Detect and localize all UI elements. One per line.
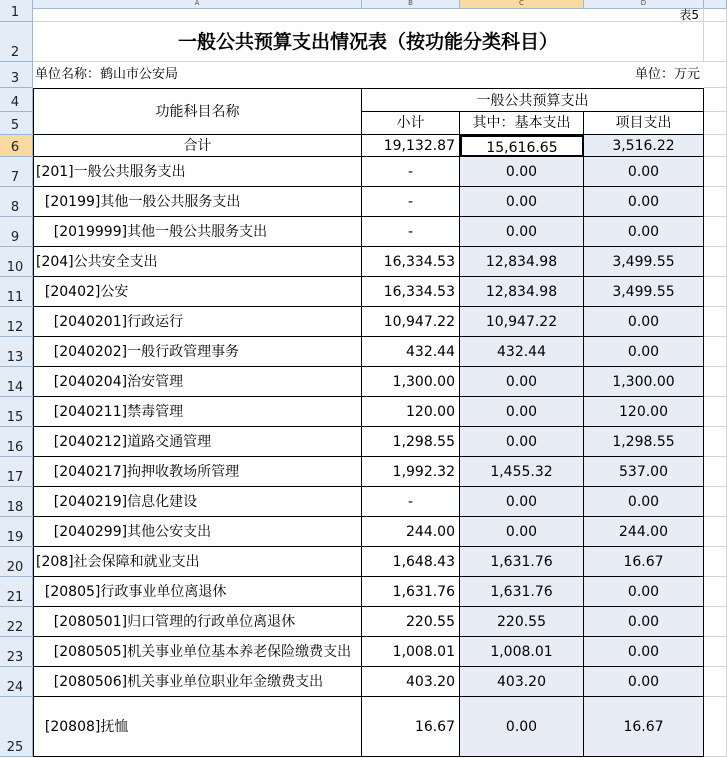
row-name-cell[interactable]: [20805]行政事业单位离退休 — [33, 577, 362, 607]
cell-e-row[interactable] — [704, 367, 727, 397]
cell-e-row[interactable] — [704, 577, 727, 607]
row-name-cell[interactable]: [2040211]禁毒管理 — [33, 397, 362, 427]
row-project-cell[interactable]: 3,516.22 — [584, 135, 704, 157]
unit-name-cell[interactable]: 单位名称：鹤山市公安局 — [35, 67, 179, 82]
cell-e-row[interactable] — [704, 697, 727, 757]
row-number: 7 — [10, 170, 20, 185]
cell-e-row[interactable] — [704, 427, 727, 457]
row-number: 3 — [10, 71, 20, 86]
row-project-cell[interactable]: 0.00 — [584, 337, 704, 367]
row-basic-cell[interactable]: 12,834.98 — [460, 277, 584, 307]
cell-e2[interactable] — [704, 22, 727, 62]
row-subtotal-cell[interactable]: 220.55 — [362, 607, 460, 637]
row-project-cell[interactable]: 16.67 — [584, 547, 704, 577]
header-project[interactable]: 项目支出 — [584, 112, 704, 135]
row-header-2[interactable] — [0, 22, 33, 62]
cell-e-row[interactable] — [704, 517, 727, 547]
table-title[interactable]: 一般公共预算支出情况表（按功能分类科目） — [33, 22, 704, 62]
row-basic-cell[interactable]: 1,631.76 — [460, 577, 584, 607]
row-basic-cell[interactable]: 0.00 — [460, 187, 584, 217]
cell-e5[interactable] — [704, 112, 727, 135]
row-project-cell[interactable]: 0.00 — [584, 307, 704, 337]
row-number: 4 — [10, 95, 20, 110]
row-subtotal-cell[interactable]: 16.67 — [362, 697, 460, 757]
row-header-5[interactable] — [0, 112, 33, 135]
cell-e-row[interactable] — [704, 667, 727, 697]
cell-e-row[interactable] — [704, 607, 727, 637]
row-number: 1 — [10, 5, 20, 20]
row-name-cell[interactable]: 合计 — [33, 135, 362, 157]
row-header-3[interactable] — [0, 62, 33, 88]
cell-e-row[interactable] — [704, 637, 727, 667]
row-name-cell[interactable]: [20402]公安 — [33, 277, 362, 307]
row-project-cell[interactable]: 0.00 — [584, 157, 704, 187]
row-header-16[interactable] — [0, 427, 33, 457]
row-header-19[interactable] — [0, 517, 33, 547]
row-number: 14 — [6, 380, 24, 395]
cell-e-row[interactable] — [704, 547, 727, 577]
cell-e4[interactable] — [704, 88, 727, 112]
row-name-cell[interactable]: [20808]抚恤 — [33, 697, 362, 757]
row-name-cell[interactable]: [2040219]信息化建设 — [33, 487, 362, 517]
row-name-cell[interactable]: [2040204]治安管理 — [33, 367, 362, 397]
row-number: 19 — [6, 530, 24, 545]
row-header-20[interactable] — [0, 547, 33, 577]
row-header-18[interactable] — [0, 487, 33, 517]
row-header-23[interactable] — [0, 637, 33, 667]
row-project-cell[interactable]: 0.00 — [584, 577, 704, 607]
row-basic-cell[interactable]: 0.00 — [460, 697, 584, 757]
row-subtotal-cell[interactable]: 1,008.01 — [362, 637, 460, 667]
row-number: 8 — [10, 200, 20, 215]
row-project-cell[interactable]: 16.67 — [584, 697, 704, 757]
row-basic-cell[interactable]: 0.00 — [460, 367, 584, 397]
row-number: 11 — [6, 290, 24, 305]
row-header-9[interactable] — [0, 217, 33, 247]
row-project-cell[interactable]: 1,300.00 — [584, 367, 704, 397]
row-project-cell[interactable]: 120.00 — [584, 397, 704, 427]
row-subtotal-cell[interactable]: 1,992.32 — [362, 457, 460, 487]
row-project-cell[interactable]: 0.00 — [584, 487, 704, 517]
row-project-cell[interactable]: 0.00 — [584, 217, 704, 247]
cell-e-row[interactable] — [704, 397, 727, 427]
row-subtotal-cell[interactable]: 10,947.22 — [362, 307, 460, 337]
row-header-11[interactable] — [0, 277, 33, 307]
row-basic-cell[interactable]: 1,631.76 — [460, 547, 584, 577]
row-name-cell[interactable]: [2080506]机关事业单位职业年金缴费支出 — [33, 667, 362, 697]
row-number: 12 — [6, 320, 24, 335]
row-project-cell[interactable]: 0.00 — [584, 187, 704, 217]
row-number: 6 — [10, 140, 20, 155]
row-basic-cell[interactable]: 0.00 — [460, 427, 584, 457]
row-name-cell[interactable]: [2040201]行政运行 — [33, 307, 362, 337]
row-subtotal-cell[interactable]: 1,298.55 — [362, 427, 460, 457]
row-number: 18 — [6, 500, 24, 515]
cell-e-row[interactable] — [704, 457, 727, 487]
row-header-21[interactable] — [0, 577, 33, 607]
unit-cell[interactable]: 单位：万元 — [634, 67, 700, 82]
column-header-e[interactable] — [704, 0, 727, 8]
row-basic-cell[interactable]: 0.00 — [460, 397, 584, 427]
row-header-6[interactable] — [0, 135, 33, 157]
row-basic-cell[interactable]: 1,008.01 — [460, 637, 584, 667]
cell-e-row[interactable] — [704, 277, 727, 307]
row-header-25[interactable] — [0, 697, 33, 757]
row-number: 10 — [6, 260, 24, 275]
column-header-b[interactable]: B — [362, 0, 460, 8]
row-name-cell[interactable]: [2019999]其他一般公共服务支出 — [33, 217, 362, 247]
row-project-cell[interactable]: 537.00 — [584, 457, 704, 487]
header-basic[interactable]: 其中：基本支出 — [460, 112, 584, 135]
row-number: 2 — [10, 45, 20, 60]
row-basic-cell[interactable]: 432.44 — [460, 337, 584, 367]
row-number: 21 — [6, 590, 24, 605]
row-name-cell[interactable]: [208]社会保障和就业支出 — [33, 547, 362, 577]
cell-e-row[interactable] — [704, 337, 727, 367]
row-header-7[interactable] — [0, 157, 33, 187]
row-subtotal-cell[interactable]: 432.44 — [362, 337, 460, 367]
row-basic-cell[interactable]: 0.00 — [460, 487, 584, 517]
header-subtotal[interactable]: 小计 — [362, 112, 460, 135]
header-budget-group[interactable]: 一般公共预算支出 — [362, 88, 704, 112]
row-header-13[interactable] — [0, 337, 33, 367]
row-subtotal-cell[interactable]: 1,631.76 — [362, 577, 460, 607]
cell-e-row[interactable] — [704, 307, 727, 337]
row-header-17[interactable] — [0, 457, 33, 487]
row-project-cell[interactable]: 3,499.55 — [584, 277, 704, 307]
row-subtotal-cell[interactable]: - — [362, 157, 460, 187]
cell-e-row[interactable] — [704, 187, 727, 217]
column-header-c[interactable]: C — [460, 0, 584, 8]
row-header-12[interactable] — [0, 307, 33, 337]
row-name-cell[interactable]: [20199]其他一般公共服务支出 — [33, 187, 362, 217]
table-number-cell[interactable]: 表5 — [33, 8, 704, 22]
row-project-cell[interactable]: 1,298.55 — [584, 427, 704, 457]
row-subtotal-cell[interactable]: - — [362, 487, 460, 517]
column-header-a[interactable]: A — [33, 0, 362, 8]
row-number: 13 — [6, 350, 24, 365]
row-basic-cell[interactable]: 0.00 — [460, 157, 584, 187]
cell-e-row[interactable] — [704, 487, 727, 517]
cell-e-row[interactable] — [704, 157, 727, 187]
row-header-15[interactable] — [0, 397, 33, 427]
row-project-cell[interactable]: 0.00 — [584, 637, 704, 667]
row-header-24[interactable] — [0, 667, 33, 697]
row-header-4[interactable] — [0, 88, 33, 112]
row-number: 17 — [6, 470, 24, 485]
column-header-d[interactable]: D — [584, 0, 704, 8]
cell-e3[interactable] — [704, 62, 727, 88]
row-name-cell[interactable]: [2040212]道路交通管理 — [33, 427, 362, 457]
row-header-14[interactable] — [0, 367, 33, 397]
row-basic-cell[interactable]: 15,616.65 — [460, 135, 584, 157]
row-subtotal-cell[interactable]: 16,334.53 — [362, 277, 460, 307]
row-subtotal-cell[interactable]: 16,334.53 — [362, 247, 460, 277]
row-basic-cell[interactable]: 0.00 — [460, 517, 584, 547]
row-header-1[interactable] — [0, 5, 33, 22]
row-name-cell[interactable]: [2080501]归口管理的行政单位离退休 — [33, 607, 362, 637]
row-subtotal-cell[interactable]: - — [362, 187, 460, 217]
row-name-cell[interactable]: [2080505]机关事业单位基本养老保险缴费支出 — [33, 637, 362, 667]
row-subtotal-cell[interactable]: - — [362, 217, 460, 247]
row-basic-cell[interactable]: 0.00 — [460, 217, 584, 247]
row-number: 9 — [10, 230, 20, 245]
row-number: 5 — [10, 118, 20, 133]
row-name-cell[interactable]: [201]一般公共服务支出 — [33, 157, 362, 187]
row-number: 15 — [6, 410, 24, 425]
row-project-cell[interactable]: 3,499.55 — [584, 247, 704, 277]
row-number: 24 — [6, 680, 24, 695]
row-subtotal-cell[interactable]: 403.20 — [362, 667, 460, 697]
row-subtotal-cell[interactable]: 244.00 — [362, 517, 460, 547]
cell-e-row[interactable] — [704, 217, 727, 247]
row-number: 20 — [6, 560, 24, 575]
row-number: 22 — [6, 620, 24, 635]
header-function-name[interactable]: 功能科目名称 — [33, 88, 362, 135]
row-name-cell[interactable]: [2040202]一般行政管理事务 — [33, 337, 362, 367]
row-header-22[interactable] — [0, 607, 33, 637]
row-project-cell[interactable]: 0.00 — [584, 607, 704, 637]
row-header-10[interactable] — [0, 247, 33, 277]
cell-e-row[interactable] — [704, 247, 727, 277]
row-basic-cell[interactable]: 403.20 — [460, 667, 584, 697]
row-name-cell[interactable]: [204]公共安全支出 — [33, 247, 362, 277]
row-header-8[interactable] — [0, 187, 33, 217]
row-name-cell[interactable]: [2040299]其他公安支出 — [33, 517, 362, 547]
row-basic-cell[interactable]: 220.55 — [460, 607, 584, 637]
row-number: 16 — [6, 440, 24, 455]
row-subtotal-cell[interactable]: 1,300.00 — [362, 367, 460, 397]
cell-e-row[interactable] — [704, 135, 727, 157]
row-project-cell[interactable]: 0.00 — [584, 667, 704, 697]
row-basic-cell[interactable]: 10,947.22 — [460, 307, 584, 337]
row-subtotal-cell[interactable]: 19,132.87 — [362, 135, 460, 157]
row-number: 25 — [6, 740, 24, 755]
cell-e1[interactable] — [704, 8, 727, 22]
row-name-cell[interactable]: [2040217]拘押收教场所管理 — [33, 457, 362, 487]
row-basic-cell[interactable]: 12,834.98 — [460, 247, 584, 277]
row-basic-cell[interactable]: 1,455.32 — [460, 457, 584, 487]
row-subtotal-cell[interactable]: 1,648.43 — [362, 547, 460, 577]
row-number: 23 — [6, 650, 24, 665]
row-subtotal-cell[interactable]: 120.00 — [362, 397, 460, 427]
row-project-cell[interactable]: 244.00 — [584, 517, 704, 547]
